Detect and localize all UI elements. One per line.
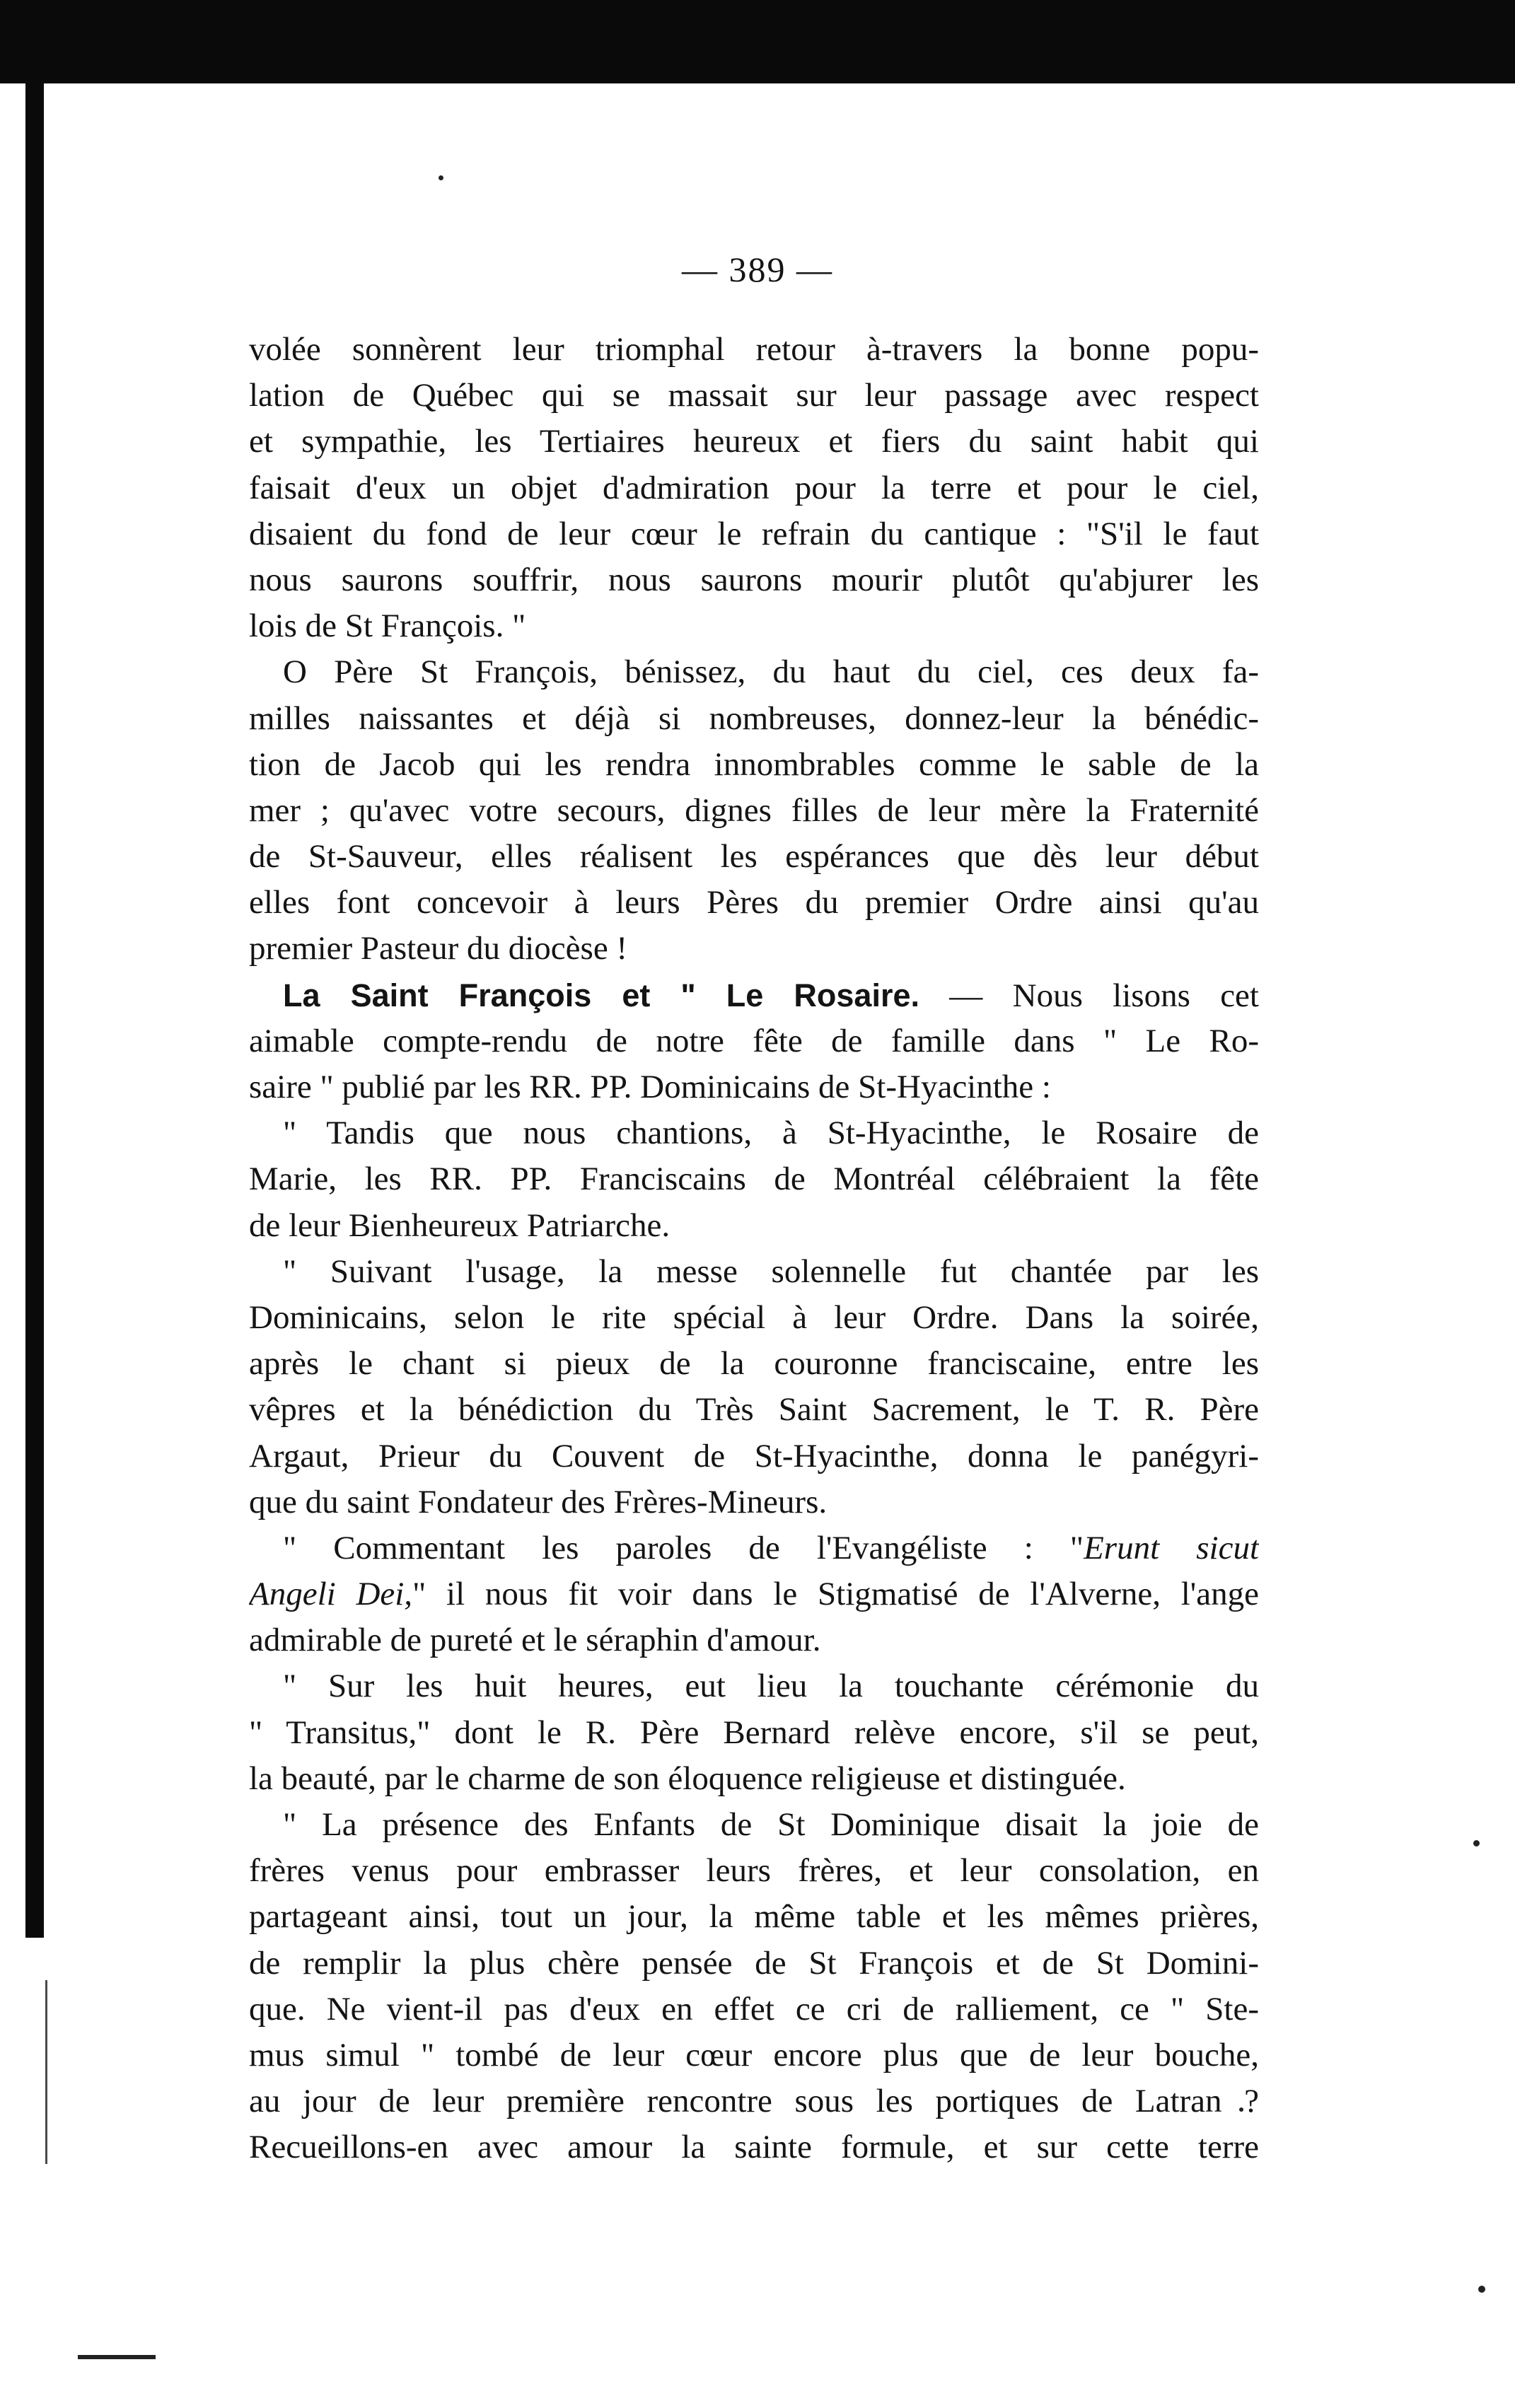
text-line: frères venus pour embrasser leurs frères, et leur consolation, en — [249, 1852, 1259, 1890]
text-line: que du saint Fondateur des Frères-Mineurs. — [249, 1483, 828, 1520]
scan-edge-line — [45, 1980, 47, 2164]
text-line: la beauté, par le charme de son éloquence religieuse et distinguée. — [249, 1760, 1126, 1797]
section-heading: La Saint François et " Le Rosaire. — [283, 977, 919, 1013]
text-line: admirable de pureté et le séraphin d'amour. — [249, 1622, 821, 1659]
text-line: mer ; qu'avec votre secours, dignes filles de leur mère la Fraternité — [249, 791, 1259, 829]
text-line: vêpres et la bénédiction du Très Saint Sacrement, le T. R. Père — [249, 1391, 1259, 1429]
quote-line — [249, 1525, 1259, 1571]
text-line: lation de Québec qui se massait sur leur passage avec respect — [249, 377, 1259, 414]
scan-bottom-mark — [78, 2355, 156, 2359]
text-line: que. Ne vient-il pas d'eux en effet ce cri de ralliement, ce " Ste- — [249, 1990, 1259, 2028]
text-line: " Transitus," dont le R. Père Bernard relève encore, s'il se peut, — [249, 1714, 1259, 1751]
text-line: disaient du fond de leur cœur le refrain du cantique : "S'il le faut — [249, 515, 1259, 552]
latin-quote: Angeli Dei, — [249, 1576, 413, 1613]
text-line: volée sonnèrent leur triomphal retour à-travers la bonne popu- — [249, 331, 1259, 368]
scan-border-left — [25, 71, 44, 1938]
text-line: après le chant si pieux de la couronne franciscaine, entre les — [249, 1345, 1259, 1383]
page-number: — 389 — — [682, 250, 833, 289]
text-line: partageant ainsi, tout un jour, la même table et les mêmes prières, — [249, 1898, 1259, 1936]
scan-speck — [439, 175, 443, 180]
text-line: " La présence des Enfants de St Dominique disait la joie de — [283, 1806, 1259, 1843]
text-line: lois de St François. " — [249, 607, 526, 645]
section-heading-rest: — Nous lisons cet — [919, 977, 1259, 1014]
text-line: tion de Jacob qui les rendra innombrables comme le sable de la — [249, 745, 1259, 783]
text-line: O Père St François, bénissez, du haut du ciel, ces deux fa- — [283, 653, 1259, 691]
text-line: " Sur les huit heures, eut lieu la touchante cérémonie du — [283, 1668, 1259, 1705]
scan-speck — [1473, 1840, 1480, 1846]
quote-open: " Commentant les paroles de l'Evangéliste : " — [283, 1529, 1084, 1566]
text-line: saire " publié par les RR. PP. Dominicains de St-Hyacinthe : — [249, 1069, 1051, 1105]
text-line: de St-Sauveur, elles réalisent les espérances que dès leur début — [249, 838, 1259, 876]
section-heading-line — [249, 972, 1259, 1018]
quote-rest: " il nous fit voir dans le Stigmatisé de l'Alverne, l'ange — [412, 1576, 1259, 1613]
text-line: Argaut, Prieur du Couvent de St-Hyacinthe, donna le panégyri- — [249, 1437, 1259, 1475]
text-line: " Tandis que nous chantions, à St-Hyacinthe, le Rosaire de — [283, 1115, 1259, 1152]
text-line: " Suivant l'usage, la messe solennelle fut chantée par les — [283, 1252, 1259, 1290]
text-line: de remplir la plus chère pensée de St François et de St Domini- — [249, 1944, 1259, 1982]
text-line: faisait d'eux un objet d'admiration pour la terre et pour le ciel, — [249, 469, 1259, 506]
scan-border-top — [0, 0, 1515, 83]
text-line: milles naissantes et déjà si nombreuses, donnez-leur la bénédic- — [249, 699, 1259, 737]
text-line: nous saurons souffrir, nous saurons mourir plutôt qu'abjurer les — [249, 561, 1259, 598]
text-line: aimable compte-rendu de notre fête de famille dans " Le Ro- — [249, 1022, 1259, 1059]
text-line: elles font concevoir à leurs Pères du premier Ordre ainsi qu'au — [249, 884, 1259, 921]
text-line: au jour de leur première rencontre sous les portiques de Latran ? — [249, 2083, 1259, 2120]
text-line: Dominicains, selon le rite spécial à leur Ordre. Dans la soirée, — [249, 1298, 1259, 1336]
text-line: de leur Bienheureux Patriarche. — [249, 1206, 671, 1244]
page-body — [249, 327, 1259, 2171]
text-line: Marie, les RR. PP. Franciscains de Montréal célébraient la fête — [249, 1161, 1259, 1198]
scan-speck — [1478, 2286, 1485, 2293]
text-line: premier Pasteur du diocèse ! — [249, 930, 628, 967]
quote-line — [249, 1571, 1259, 1617]
text-line: et sympathie, les Tertiaires heureux et fiers du saint habit qui — [249, 423, 1259, 460]
text-line: mus simul " tombé de leur cœur encore plus que de leur bouche, — [249, 2036, 1259, 2073]
text-line: Recueillons-en avec amour la sainte formule, et sur cette terre — [249, 2129, 1259, 2166]
latin-quote: Erunt sicut — [1084, 1529, 1259, 1566]
